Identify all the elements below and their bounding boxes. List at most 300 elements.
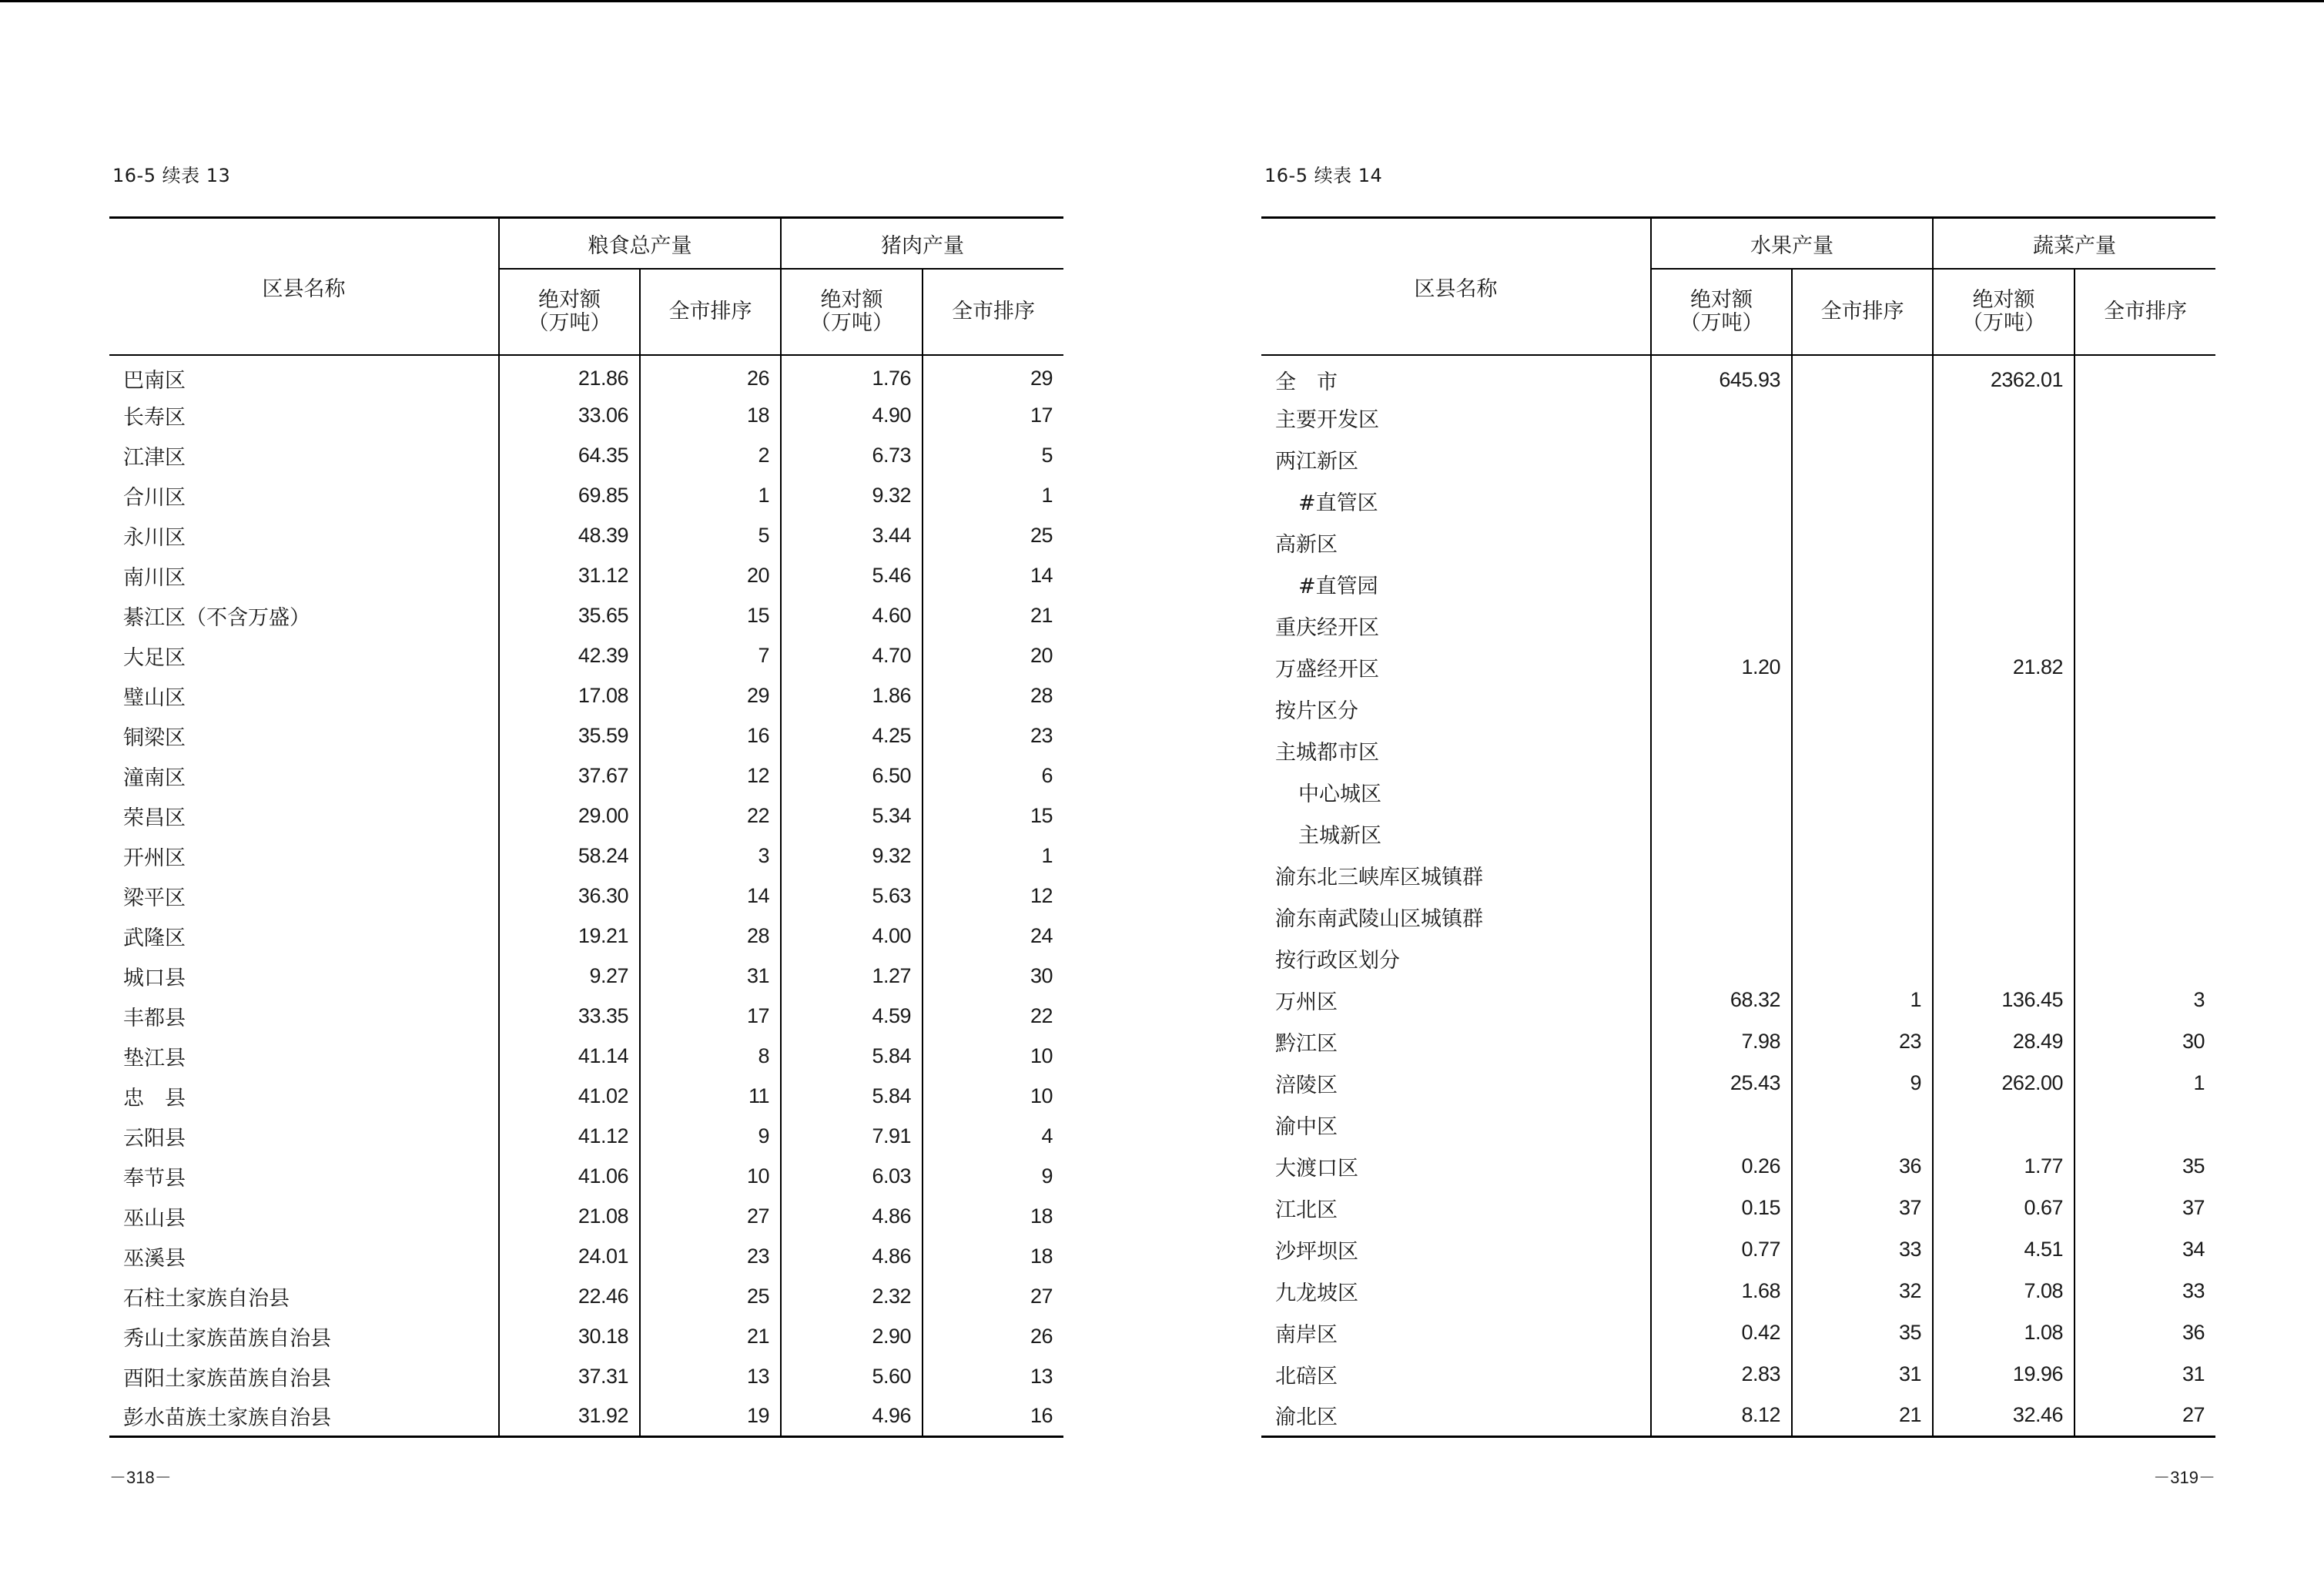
rank-cell: 35 [1792, 1312, 1933, 1353]
table-row [1261, 480, 2215, 521]
rank-cell [1792, 1104, 1933, 1145]
table-row [1261, 1353, 2215, 1395]
column-header-district: 区县名称 [109, 218, 499, 356]
table-row [109, 395, 1063, 435]
district-name-cell: 大渡口区 [1275, 1156, 1358, 1181]
value-cell [1933, 397, 2075, 438]
value-cell [1651, 729, 1792, 771]
rank-cell [2075, 1104, 2215, 1145]
value-cell: 1.86 [781, 675, 923, 715]
rank-cell: 21 [1792, 1395, 1933, 1436]
district-name-cell: 石柱土家族自治县 [123, 1286, 290, 1311]
column-header-rank: 全市排序 [2075, 269, 2215, 355]
rank-cell: 17 [923, 395, 1063, 435]
column-header-rank: 全市排序 [923, 269, 1063, 355]
table-row [1261, 1395, 2215, 1436]
rank-cell: 9 [923, 1156, 1063, 1196]
rank-cell: 4 [923, 1116, 1063, 1156]
district-name-cell: 铜梁区 [123, 725, 186, 750]
value-cell [1651, 397, 1792, 438]
value-cell: 0.26 [1651, 1145, 1792, 1187]
value-cell [1933, 854, 2075, 896]
district-name-cell: 涪陵区 [1275, 1073, 1338, 1097]
table-body [109, 355, 1063, 1436]
rank-cell: 26 [923, 1316, 1063, 1356]
value-cell: 262.00 [1933, 1062, 2075, 1104]
district-name-cell: 按行政区划分 [1275, 948, 1400, 973]
value-cell: 4.25 [781, 715, 923, 755]
rank-cell: 18 [923, 1236, 1063, 1276]
table-row [109, 1316, 1063, 1356]
table-row [109, 996, 1063, 1036]
value-cell [1933, 729, 2075, 771]
column-header-rank: 全市排序 [640, 269, 781, 355]
rank-cell: 14 [923, 555, 1063, 595]
rank-cell: 17 [640, 996, 781, 1036]
district-name-cell: 开州区 [123, 846, 186, 870]
rank-cell: 6 [923, 755, 1063, 796]
statistics-table [1261, 216, 2215, 1438]
rank-cell [1792, 646, 1933, 688]
rank-cell [1792, 937, 1933, 979]
table-row [1261, 521, 2215, 563]
value-cell: 5.84 [781, 1036, 923, 1076]
rank-cell [2075, 688, 2215, 729]
rank-cell: 12 [640, 755, 781, 796]
district-name-cell: 主城都市区 [1275, 740, 1379, 765]
group-header-vegetables: 蔬菜产量 [1933, 218, 2215, 270]
table-row [1261, 771, 2215, 812]
value-cell: 2362.01 [1933, 355, 2075, 397]
value-cell: 29.00 [499, 796, 640, 836]
district-name-cell: 九龙坡区 [1275, 1281, 1358, 1305]
district-name-cell: 丰都县 [123, 1006, 186, 1030]
table-title: 16-5 续表 13 [112, 165, 231, 186]
table-row [1261, 688, 2215, 729]
district-name-cell: #直管区 [1298, 491, 1378, 515]
value-cell [1651, 480, 1792, 521]
table-row [109, 1156, 1063, 1196]
page-number: －319－ [2153, 1468, 2215, 1487]
value-cell: 33.06 [499, 395, 640, 435]
rank-cell: 5 [923, 435, 1063, 475]
value-cell: 36.30 [499, 876, 640, 916]
value-cell: 6.73 [781, 435, 923, 475]
table-row [109, 796, 1063, 836]
value-cell [1651, 812, 1792, 854]
rank-cell: 30 [2075, 1020, 2215, 1062]
rank-cell [1792, 480, 1933, 521]
district-name-cell: 巴南区 [123, 369, 186, 393]
district-name-cell: 秀山土家族苗族自治县 [123, 1326, 331, 1351]
value-cell: 0.67 [1933, 1187, 2075, 1228]
table-row [109, 555, 1063, 595]
rank-cell [1792, 896, 1933, 937]
value-cell [1933, 480, 2075, 521]
value-cell: 32.46 [1933, 1395, 2075, 1436]
value-cell: 35.65 [499, 595, 640, 635]
value-cell: 7.08 [1933, 1270, 2075, 1312]
value-cell [1651, 688, 1792, 729]
district-name-cell: 万盛经开区 [1275, 657, 1379, 682]
value-cell [1651, 937, 1792, 979]
value-cell [1651, 854, 1792, 896]
value-cell [1933, 937, 2075, 979]
rank-cell: 1 [923, 836, 1063, 876]
rank-cell: 25 [923, 515, 1063, 555]
table-row [1261, 1228, 2215, 1270]
rank-cell [1792, 355, 1933, 397]
rank-cell [2075, 729, 2215, 771]
value-cell [1651, 438, 1792, 480]
value-cell: 4.90 [781, 395, 923, 435]
table-row [109, 916, 1063, 956]
rank-cell [1792, 521, 1933, 563]
rank-cell [2075, 937, 2215, 979]
column-header-absolute: 绝对额 （万吨） [499, 269, 640, 355]
rank-cell [1792, 688, 1933, 729]
rank-cell [1792, 854, 1933, 896]
table-row [109, 1236, 1063, 1276]
table-row [1261, 729, 2215, 771]
district-name-cell: 南川区 [123, 565, 186, 590]
rank-cell: 26 [640, 355, 781, 395]
district-name-cell: 江北区 [1275, 1198, 1338, 1222]
rank-cell: 8 [640, 1036, 781, 1076]
value-cell: 24.01 [499, 1236, 640, 1276]
value-cell: 1.08 [1933, 1312, 2075, 1353]
district-name-cell: 北碚区 [1275, 1364, 1338, 1389]
value-cell [1933, 771, 2075, 812]
value-cell: 4.51 [1933, 1228, 2075, 1270]
value-cell: 3.44 [781, 515, 923, 555]
district-name-cell: 潼南区 [123, 766, 186, 790]
value-cell: 4.00 [781, 916, 923, 956]
table-row [109, 755, 1063, 796]
rank-cell: 20 [923, 635, 1063, 675]
value-cell: 22.46 [499, 1276, 640, 1316]
value-cell: 1.27 [781, 956, 923, 996]
rank-cell: 1 [1792, 979, 1933, 1020]
rank-cell: 15 [923, 796, 1063, 836]
rank-cell: 13 [923, 1356, 1063, 1396]
value-cell: 35.59 [499, 715, 640, 755]
district-name-cell: 重庆经开区 [1275, 615, 1379, 640]
table-row [109, 675, 1063, 715]
value-cell [1933, 688, 2075, 729]
value-cell: 21.86 [499, 355, 640, 395]
table-row [109, 435, 1063, 475]
district-name-cell: 合川区 [123, 485, 186, 510]
rank-cell: 2 [640, 435, 781, 475]
column-header-district: 区县名称 [1261, 218, 1651, 356]
rank-cell: 23 [1792, 1020, 1933, 1062]
rank-cell: 7 [640, 635, 781, 675]
district-name-cell: 渝东北三峡库区城镇群 [1275, 865, 1483, 889]
rank-cell: 32 [1792, 1270, 1933, 1312]
district-name-cell: 江津区 [123, 445, 186, 470]
rank-cell: 10 [923, 1036, 1063, 1076]
district-name-cell: 云阳县 [123, 1126, 186, 1151]
table-row [1261, 1187, 2215, 1228]
value-cell: 4.60 [781, 595, 923, 635]
district-name-cell: #直管园 [1298, 574, 1378, 598]
district-name-cell: 按片区分 [1275, 699, 1358, 723]
rank-cell: 15 [640, 595, 781, 635]
rank-cell: 10 [923, 1076, 1063, 1116]
table-row [1261, 1062, 2215, 1104]
value-cell: 5.60 [781, 1356, 923, 1396]
value-cell: 28.49 [1933, 1020, 2075, 1062]
rank-cell [2075, 521, 2215, 563]
value-cell: 42.39 [499, 635, 640, 675]
value-cell: 2.32 [781, 1276, 923, 1316]
district-name-cell: 巫溪县 [123, 1246, 186, 1271]
rank-cell: 37 [2075, 1187, 2215, 1228]
rank-cell: 14 [640, 876, 781, 916]
rank-cell [2075, 854, 2215, 896]
district-name-cell: 大足区 [123, 645, 186, 670]
value-cell [1933, 438, 2075, 480]
value-cell: 1.76 [781, 355, 923, 395]
page-number: －318－ [109, 1468, 172, 1487]
rank-cell: 16 [640, 715, 781, 755]
district-name-cell: 南岸区 [1275, 1322, 1338, 1347]
table-row [109, 515, 1063, 555]
value-cell: 4.96 [781, 1396, 923, 1436]
rank-cell: 30 [923, 956, 1063, 996]
rank-cell: 27 [2075, 1395, 2215, 1436]
table-row [1261, 438, 2215, 480]
rank-cell: 16 [923, 1396, 1063, 1436]
table-title: 16-5 续表 14 [1264, 165, 1383, 186]
district-name-cell: 彭水苗族土家族自治县 [109, 1396, 499, 1436]
table-row [1261, 1020, 2215, 1062]
rank-cell [2075, 438, 2215, 480]
value-cell: 136.45 [1933, 979, 2075, 1020]
value-cell: 21.08 [499, 1196, 640, 1236]
value-cell: 0.77 [1651, 1228, 1792, 1270]
value-cell [1933, 521, 2075, 563]
value-cell: 41.12 [499, 1116, 640, 1156]
rank-cell [2075, 896, 2215, 937]
rank-cell: 23 [640, 1236, 781, 1276]
rank-cell: 20 [640, 555, 781, 595]
group-header-pork: 猪肉产量 [781, 218, 1063, 270]
district-name-cell: 渝北区 [1261, 1395, 1651, 1436]
value-cell: 0.42 [1651, 1312, 1792, 1353]
table-row [109, 876, 1063, 916]
rank-cell [2075, 646, 2215, 688]
rank-cell: 35 [2075, 1145, 2215, 1187]
rank-cell: 28 [923, 675, 1063, 715]
table-row [109, 1276, 1063, 1316]
value-cell [1933, 1104, 2075, 1145]
column-header-rank: 全市排序 [1792, 269, 1933, 355]
value-cell: 19.96 [1933, 1353, 2075, 1395]
district-name-cell: 垫江县 [123, 1046, 186, 1070]
rank-cell: 36 [1792, 1145, 1933, 1187]
rank-cell: 25 [640, 1276, 781, 1316]
rank-cell [2075, 355, 2215, 397]
value-cell: 2.90 [781, 1316, 923, 1356]
value-cell [1651, 771, 1792, 812]
value-cell: 25.43 [1651, 1062, 1792, 1104]
column-header-absolute: 绝对额 （万吨） [1933, 269, 2075, 355]
value-cell: 41.14 [499, 1036, 640, 1076]
table-row [1261, 812, 2215, 854]
value-cell: 6.03 [781, 1156, 923, 1196]
table-row [109, 1356, 1063, 1396]
district-name-cell: 全 市 [1275, 370, 1338, 394]
district-name-cell: 巫山县 [123, 1206, 186, 1231]
value-cell: 69.85 [499, 475, 640, 515]
table-row [109, 635, 1063, 675]
value-cell: 37.67 [499, 755, 640, 796]
value-cell: 30.18 [499, 1316, 640, 1356]
rank-cell: 29 [923, 355, 1063, 395]
table-row [1261, 355, 2215, 397]
rank-cell: 3 [640, 836, 781, 876]
value-cell: 1.77 [1933, 1145, 2075, 1187]
value-cell: 58.24 [499, 836, 640, 876]
rank-cell: 27 [640, 1196, 781, 1236]
table-row [1261, 605, 2215, 646]
value-cell: 6.50 [781, 755, 923, 796]
group-header-fruit: 水果产量 [1651, 218, 1933, 270]
rank-cell: 22 [640, 796, 781, 836]
value-cell: 9.27 [499, 956, 640, 996]
table-row [109, 595, 1063, 635]
table-row [1261, 896, 2215, 937]
value-cell: 0.15 [1651, 1187, 1792, 1228]
table-body [1261, 355, 2215, 1436]
value-cell: 5.84 [781, 1076, 923, 1116]
rank-cell: 33 [1792, 1228, 1933, 1270]
value-cell: 5.46 [781, 555, 923, 595]
rank-cell: 10 [640, 1156, 781, 1196]
rank-cell: 36 [2075, 1312, 2215, 1353]
value-cell: 31.12 [499, 555, 640, 595]
value-cell: 37.31 [499, 1356, 640, 1396]
rank-cell: 18 [923, 1196, 1063, 1236]
value-cell: 21.82 [1933, 646, 2075, 688]
district-name-cell: 忠 县 [123, 1086, 186, 1111]
table-row [1261, 979, 2215, 1020]
table-row [109, 1076, 1063, 1116]
rank-cell: 31 [1792, 1353, 1933, 1395]
value-cell [1651, 563, 1792, 605]
column-header-absolute: 绝对额 （万吨） [1651, 269, 1792, 355]
rank-cell [1792, 812, 1933, 854]
district-name-cell: 綦江区（不含万盛） [123, 605, 310, 630]
value-cell: 17.08 [499, 675, 640, 715]
rank-cell: 19 [640, 1396, 781, 1436]
rank-cell: 28 [640, 916, 781, 956]
rank-cell: 21 [640, 1316, 781, 1356]
column-header-absolute: 绝对额 （万吨） [781, 269, 923, 355]
district-name-cell: 渝中区 [1275, 1114, 1338, 1139]
district-name-cell: 永川区 [123, 525, 186, 550]
value-cell: 4.86 [781, 1236, 923, 1276]
value-cell: 7.91 [781, 1116, 923, 1156]
district-name-cell: 黔江区 [1275, 1031, 1338, 1056]
table-row [1261, 1145, 2215, 1187]
value-cell: 8.12 [1651, 1395, 1792, 1436]
value-cell [1651, 521, 1792, 563]
value-cell: 5.34 [781, 796, 923, 836]
rank-cell: 33 [2075, 1270, 2215, 1312]
value-cell: 41.02 [499, 1076, 640, 1116]
table-row [1261, 1270, 2215, 1312]
district-name-cell: 高新区 [1275, 532, 1338, 557]
table-row [1261, 563, 2215, 605]
rank-cell [1792, 438, 1933, 480]
table-row [109, 355, 1063, 395]
rank-cell: 34 [2075, 1228, 2215, 1270]
value-cell [1651, 896, 1792, 937]
value-cell: 4.59 [781, 996, 923, 1036]
district-name-cell: 沙坪坝区 [1275, 1239, 1358, 1264]
value-cell: 1.20 [1651, 646, 1792, 688]
rank-cell: 24 [923, 916, 1063, 956]
rank-cell [2075, 771, 2215, 812]
district-name-cell: 璧山区 [123, 685, 186, 710]
rank-cell: 29 [640, 675, 781, 715]
rank-cell: 1 [923, 475, 1063, 515]
value-cell: 4.86 [781, 1196, 923, 1236]
table-row [1261, 646, 2215, 688]
value-cell: 41.06 [499, 1156, 640, 1196]
rank-cell: 13 [640, 1356, 781, 1396]
value-cell: 68.32 [1651, 979, 1792, 1020]
value-cell: 5.63 [781, 876, 923, 916]
district-name-cell: 武隆区 [123, 926, 186, 950]
district-name-cell: 主要开发区 [1275, 407, 1379, 432]
rank-cell: 5 [640, 515, 781, 555]
rank-cell [2075, 605, 2215, 646]
rank-cell: 31 [2075, 1353, 2215, 1395]
value-cell: 7.98 [1651, 1020, 1792, 1062]
value-cell: 48.39 [499, 515, 640, 555]
value-cell: 4.70 [781, 635, 923, 675]
rank-cell [1792, 563, 1933, 605]
value-cell: 9.32 [781, 836, 923, 876]
rank-cell: 21 [923, 595, 1063, 635]
district-name-cell: 两江新区 [1275, 449, 1358, 474]
rank-cell [1792, 605, 1933, 646]
value-cell [1933, 605, 2075, 646]
district-name-cell: 中心城区 [1298, 782, 1381, 806]
value-cell: 64.35 [499, 435, 640, 475]
rank-cell: 11 [640, 1076, 781, 1116]
rank-cell: 1 [640, 475, 781, 515]
district-name-cell: 城口县 [123, 966, 186, 990]
table-row [109, 1036, 1063, 1076]
rank-cell: 3 [2075, 979, 2215, 1020]
rank-cell [2075, 812, 2215, 854]
district-name-cell: 万州区 [1275, 990, 1338, 1014]
district-name-cell: 奉节县 [123, 1166, 186, 1191]
table-row [109, 1196, 1063, 1236]
table-row [109, 836, 1063, 876]
statistics-table [109, 216, 1063, 1438]
district-name-cell: 主城新区 [1298, 823, 1381, 848]
table-row [109, 475, 1063, 515]
table-row [109, 715, 1063, 755]
rank-cell [1792, 729, 1933, 771]
value-cell: 2.83 [1651, 1353, 1792, 1395]
